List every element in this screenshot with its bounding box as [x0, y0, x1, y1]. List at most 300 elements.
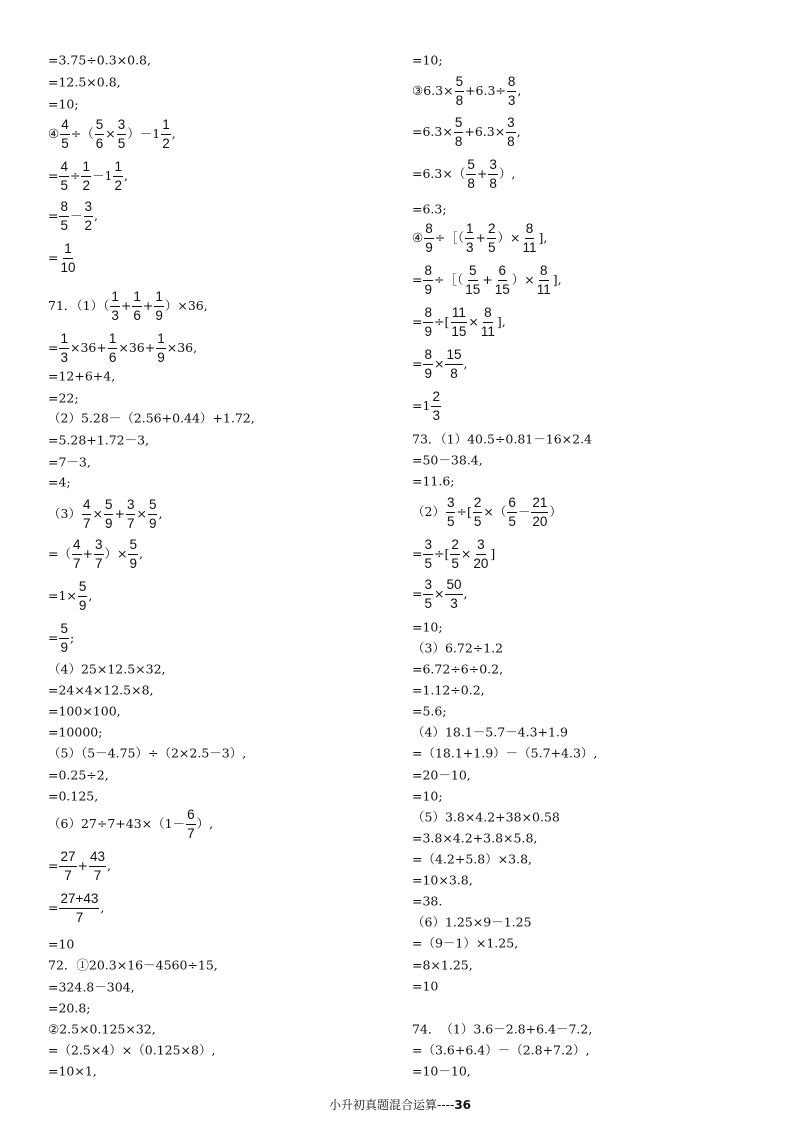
numerator: 6	[498, 264, 508, 281]
fraction	[84, 200, 94, 232]
fraction	[132, 290, 142, 322]
denominator: 6	[95, 135, 104, 151]
math-text: （3）6.72÷1.2	[412, 640, 504, 656]
numerator: 5	[455, 75, 465, 92]
math-line	[412, 641, 503, 656]
math-line	[48, 1022, 156, 1037]
page-footer	[0, 1096, 800, 1113]
math-line	[48, 538, 143, 570]
math-text: 71．（1）（	[48, 297, 110, 313]
math-line	[48, 789, 98, 804]
math-line	[48, 160, 128, 192]
math-text: ）×	[104, 545, 128, 561]
fraction	[59, 622, 69, 654]
numerator: 8	[525, 222, 535, 239]
math-line	[412, 75, 521, 107]
math-text: =1.12÷0.2,	[412, 682, 485, 698]
math-line	[48, 53, 151, 68]
denominator: 3	[465, 239, 474, 255]
fraction	[59, 892, 99, 924]
math-text: ）×	[497, 229, 521, 245]
denominator: 9	[78, 597, 87, 613]
denominator: 6	[133, 307, 141, 323]
numerator: 6	[186, 808, 196, 825]
math-text: =10－10,	[412, 1063, 471, 1079]
numerator: 3	[423, 538, 433, 555]
math-text: =100×100,	[48, 703, 121, 719]
math-text: =	[48, 249, 59, 265]
math-text: =6.3×	[412, 123, 453, 139]
denominator: 3	[507, 92, 516, 108]
math-line	[412, 1043, 589, 1058]
math-line	[412, 704, 447, 719]
math-text: =10;	[412, 788, 443, 804]
math-line	[48, 1001, 91, 1016]
math-text: ,	[517, 82, 522, 98]
numerator: 2	[431, 390, 441, 407]
fraction	[156, 332, 166, 364]
denominator: 9	[148, 515, 157, 531]
fraction	[423, 578, 433, 610]
fraction	[89, 850, 106, 882]
denominator: 7	[93, 867, 102, 883]
math-line	[412, 683, 485, 698]
fraction	[148, 498, 158, 530]
math-line	[48, 433, 149, 448]
fraction	[480, 306, 496, 338]
fraction	[507, 75, 517, 107]
math-line	[48, 958, 218, 973]
fraction	[59, 850, 76, 882]
numerator: 1	[154, 290, 164, 307]
numerator: 8	[423, 264, 433, 281]
math-line	[412, 116, 521, 148]
denominator: 9	[424, 281, 432, 297]
math-line	[48, 290, 208, 322]
fraction	[59, 332, 69, 364]
denominator: 7	[75, 909, 84, 925]
math-text: ÷［（	[434, 271, 464, 287]
math-text: ÷[	[434, 313, 450, 329]
fraction	[128, 538, 138, 570]
numerator: 5	[95, 118, 105, 135]
math-line	[412, 915, 532, 930]
numerator: 1	[110, 290, 120, 307]
numerator: 5	[468, 264, 478, 281]
numerator: 8	[483, 306, 493, 323]
math-text: =7－3,	[48, 454, 91, 470]
denominator: 5	[424, 595, 432, 611]
numerator: 5	[59, 622, 69, 639]
denominator: 11	[480, 323, 495, 339]
math-text: ],	[496, 313, 506, 329]
numerator: 6	[507, 496, 517, 513]
math-text: =6.72÷6÷0.2,	[412, 661, 504, 677]
math-text: ,	[158, 505, 163, 521]
numerator: 21	[531, 496, 548, 513]
numerator: 2	[473, 496, 483, 513]
math-line	[412, 264, 562, 296]
fraction	[465, 222, 475, 254]
denominator: 10	[60, 259, 76, 275]
fraction	[94, 538, 104, 570]
math-line	[412, 474, 455, 489]
numerator: 3	[126, 498, 136, 515]
math-line	[48, 892, 104, 924]
math-text: =	[48, 857, 59, 873]
math-line	[412, 222, 547, 254]
math-text: －	[70, 207, 83, 223]
denominator: 7	[64, 867, 72, 883]
math-line	[48, 242, 78, 274]
math-line	[412, 789, 443, 804]
math-text: =（9－1）×1.25,	[412, 935, 519, 951]
math-text: ,	[88, 587, 93, 603]
numerator: 3	[506, 116, 516, 133]
numerator: 8	[507, 75, 517, 92]
math-text: ②2.5×0.125×32,	[48, 1021, 156, 1037]
numerator: 11	[451, 306, 467, 323]
math-text: =	[48, 899, 59, 915]
math-line	[48, 332, 197, 364]
math-text: ×	[105, 125, 116, 141]
math-text: =	[48, 207, 59, 223]
denominator: 20	[532, 513, 548, 529]
denominator: 5	[60, 217, 68, 233]
denominator: 2	[82, 177, 90, 193]
math-text: =22;	[48, 390, 79, 406]
denominator: 9	[424, 323, 432, 339]
math-line	[412, 894, 442, 909]
numerator: 43	[89, 850, 106, 867]
math-text: =5.28+1.72－3,	[48, 432, 150, 448]
math-text: ×36+	[70, 339, 107, 355]
math-line	[412, 578, 468, 610]
math-text: （6）1.25×9－1.25	[412, 914, 532, 930]
fraction	[59, 242, 76, 274]
math-text: =6.3;	[412, 201, 447, 217]
math-text: ④	[412, 229, 424, 245]
math-text: ],	[538, 229, 548, 245]
numerator: 5	[466, 158, 476, 175]
math-line	[48, 1043, 215, 1058]
math-text: ③6.3×	[412, 82, 454, 98]
fraction	[117, 118, 127, 150]
numerator: 3	[476, 538, 486, 555]
math-line	[412, 158, 515, 190]
math-text: =	[412, 585, 423, 601]
math-text: ）×	[511, 271, 535, 287]
math-text: ）	[549, 503, 562, 519]
math-line	[48, 75, 121, 90]
fraction	[455, 75, 465, 107]
math-text: ×	[434, 585, 445, 601]
math-text: 74． （1）3.6－2.8+6.4－7.2,	[412, 1021, 593, 1037]
math-line	[48, 411, 255, 426]
numerator: 8	[423, 348, 433, 365]
denominator: 8	[489, 175, 497, 191]
fraction	[59, 200, 69, 232]
denominator: 3	[60, 349, 68, 365]
denominator: 9	[157, 349, 165, 365]
math-text: －1	[92, 167, 113, 183]
numerator: 8	[424, 222, 434, 239]
math-text: ×36,	[166, 339, 198, 355]
math-line	[48, 937, 74, 952]
math-text: =50－38.4,	[412, 452, 483, 468]
math-text: ）×36,	[164, 297, 208, 313]
fraction	[454, 116, 464, 148]
numerator: 5	[128, 538, 138, 555]
math-line	[412, 390, 442, 422]
math-text: ×	[92, 505, 103, 521]
math-line	[412, 810, 560, 825]
math-line	[48, 850, 111, 882]
math-line	[48, 580, 92, 612]
denominator: 9	[60, 639, 68, 655]
math-text: +	[77, 857, 88, 873]
math-text: ④	[48, 125, 60, 141]
numerator: 8	[59, 200, 69, 217]
math-text: =3.8×4.2+3.8×5.8,	[412, 830, 538, 846]
math-text: （2）	[412, 503, 445, 519]
math-text: +	[120, 297, 132, 313]
fraction	[450, 306, 467, 338]
math-text: =	[412, 271, 423, 287]
math-text: =（	[48, 545, 71, 561]
denominator: 7	[126, 515, 135, 531]
math-text: =	[412, 355, 423, 371]
fraction	[423, 264, 433, 296]
denominator: 5	[487, 239, 496, 255]
fraction	[473, 496, 483, 528]
math-line	[48, 662, 166, 677]
fraction	[472, 538, 489, 570]
denominator: 15	[465, 281, 481, 297]
math-line	[412, 958, 473, 973]
math-line	[412, 348, 468, 380]
fraction	[466, 158, 476, 190]
denominator: 20	[473, 555, 489, 571]
math-text: =10;	[412, 52, 443, 68]
math-line	[48, 455, 91, 470]
denominator: 5	[117, 135, 126, 151]
fraction	[82, 498, 92, 530]
math-text: ×	[460, 545, 472, 561]
math-text: ,	[123, 167, 128, 183]
denominator: 9	[155, 307, 163, 323]
math-text: 73．（1）40.5÷0.81－16×2.4	[412, 431, 593, 447]
math-line	[412, 831, 537, 846]
math-text: ,	[171, 125, 176, 141]
numerator: 5	[78, 580, 88, 597]
denominator: 5	[424, 555, 432, 571]
math-text: ×36+	[118, 339, 156, 355]
denominator: 11	[536, 281, 551, 297]
math-text: （2）5.28－（2.56+0.44）+1.72,	[48, 410, 255, 426]
math-text: =（2.5×4）×（0.125×8）,	[48, 1042, 216, 1058]
fraction	[423, 538, 433, 570]
numerator: 3	[488, 158, 498, 175]
numerator: 1	[465, 222, 475, 239]
math-text: ,	[463, 355, 468, 371]
math-line	[48, 808, 213, 840]
denominator: 5	[473, 513, 482, 529]
math-line	[412, 746, 597, 761]
numerator: 27+43	[59, 892, 99, 909]
numerator: 8	[423, 306, 433, 323]
math-text: =12+6+4,	[48, 368, 116, 384]
denominator: 6	[108, 349, 117, 365]
numerator: 1	[156, 332, 166, 349]
denominator: 8	[467, 175, 475, 191]
math-text: ）－1	[127, 125, 161, 141]
math-line	[48, 97, 79, 112]
math-line	[412, 662, 503, 677]
math-text: =6.3×（	[412, 165, 466, 181]
numerator: 8	[539, 264, 549, 281]
math-text: ,	[516, 123, 521, 139]
numerator: 3	[94, 538, 104, 555]
denominator: 15	[494, 281, 510, 297]
footer-title: 小升初真题混合运算----	[328, 1098, 455, 1112]
math-text: =1	[412, 397, 431, 413]
math-line	[48, 746, 246, 761]
fraction	[161, 118, 171, 150]
fraction	[446, 496, 456, 528]
math-line	[412, 1022, 592, 1037]
math-line	[412, 538, 495, 570]
denominator: 3	[450, 595, 458, 611]
math-text: ]	[490, 545, 496, 561]
math-line	[48, 980, 135, 995]
math-text: =（3.6+6.4）－（2.8+7.2）,	[412, 1042, 590, 1058]
math-text: ÷［（	[434, 229, 464, 245]
math-text: ],	[552, 271, 562, 287]
numerator: 1	[113, 160, 123, 177]
math-text: ÷[	[456, 503, 472, 519]
math-text: =20.8;	[48, 1000, 91, 1016]
math-text: =24×4×12.5×8,	[48, 682, 154, 698]
math-text: =10×3.8,	[412, 872, 473, 888]
denominator: 5	[446, 513, 455, 529]
math-text: =20－10,	[412, 767, 471, 783]
math-text: ,	[107, 857, 112, 873]
denominator: 2	[84, 217, 93, 233]
math-text: +6.3÷	[465, 82, 506, 98]
math-text: =10	[412, 978, 439, 994]
fraction	[104, 498, 114, 530]
denominator: 8	[450, 365, 458, 381]
fraction	[186, 808, 196, 840]
math-text: ,	[139, 545, 143, 561]
math-line	[48, 118, 176, 150]
math-text: +	[142, 297, 154, 313]
math-line	[412, 979, 438, 994]
math-text: ÷（	[70, 125, 94, 141]
math-text: =3.75÷0.3×0.8,	[48, 52, 151, 68]
fraction	[59, 160, 69, 192]
fraction	[445, 578, 462, 610]
numerator: 5	[104, 498, 114, 515]
fraction	[487, 222, 497, 254]
numerator: 5	[454, 116, 464, 133]
fraction	[154, 290, 164, 322]
math-text: =	[48, 339, 59, 355]
math-text: =324.8－304,	[48, 979, 135, 995]
denominator: 5	[508, 513, 516, 529]
numerator: 1	[63, 242, 73, 259]
numerator: 2	[487, 222, 497, 239]
math-text: =1×	[48, 587, 77, 603]
math-text: =	[412, 313, 423, 329]
numerator: 3	[423, 578, 433, 595]
math-line	[412, 53, 443, 68]
math-line	[48, 200, 98, 232]
math-text: －	[517, 503, 531, 519]
denominator: 5	[61, 135, 69, 151]
numerator: 50	[445, 578, 462, 595]
math-line	[48, 768, 109, 783]
math-line	[412, 496, 562, 528]
math-line	[412, 306, 506, 338]
math-line	[48, 725, 102, 740]
denominator: 7	[82, 515, 91, 531]
math-line	[48, 369, 115, 384]
numerator: 1	[108, 332, 118, 349]
numerator: 27	[59, 850, 76, 867]
numerator: 5	[148, 498, 158, 515]
math-line	[48, 622, 74, 654]
math-text: ,	[94, 207, 99, 223]
math-text: ÷[	[434, 545, 450, 561]
fraction	[445, 348, 462, 380]
numerator: 4	[59, 160, 69, 177]
math-text: =8×1.25,	[412, 957, 473, 973]
denominator: 5	[451, 555, 459, 571]
denominator: 9	[104, 515, 113, 531]
fraction	[423, 348, 433, 380]
math-text: ×	[434, 355, 445, 371]
fraction	[488, 158, 498, 190]
fraction	[450, 538, 460, 570]
math-line	[48, 498, 162, 530]
fraction	[113, 160, 123, 192]
math-text: ）,	[498, 165, 516, 181]
denominator: 7	[187, 825, 195, 841]
denominator: 8	[455, 92, 464, 108]
page-number: 36	[454, 1098, 472, 1112]
math-line	[412, 936, 518, 951]
denominator: 2	[162, 135, 170, 151]
denominator: 9	[425, 239, 433, 255]
denominator: 11	[522, 239, 537, 255]
math-text: +6.3×	[464, 123, 506, 139]
math-text: =11.6;	[412, 473, 455, 489]
numerator: 1	[59, 332, 69, 349]
math-text: =（18.1+1.9）－（5.7+4.3）,	[412, 745, 598, 761]
math-line	[412, 202, 447, 217]
math-text: +	[114, 505, 125, 521]
numerator: 4	[82, 498, 92, 515]
math-text: +	[475, 229, 486, 245]
denominator: 8	[507, 133, 515, 149]
fraction	[126, 498, 136, 530]
numerator: 4	[72, 538, 82, 555]
math-text: =10000;	[48, 724, 103, 740]
numerator: 1	[161, 118, 171, 135]
math-line	[412, 725, 568, 740]
